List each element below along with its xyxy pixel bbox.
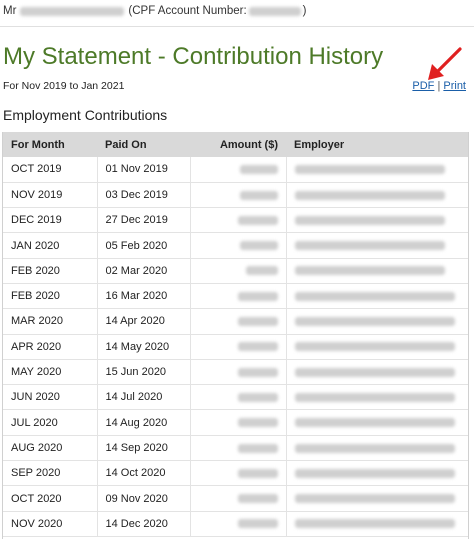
redacted-amount [238, 418, 278, 427]
cell-paid-on: 14 Sep 2020 [97, 435, 190, 460]
redacted-employer [295, 191, 445, 200]
table-row [3, 258, 468, 283]
cell-month: NOV 2020 [3, 511, 97, 536]
cell-employer-redacted [286, 511, 468, 536]
cell-amount-redacted [190, 461, 286, 486]
table-row [3, 410, 468, 435]
cell-paid-on: 14 Aug 2020 [97, 410, 190, 435]
cell-amount-redacted [190, 208, 286, 233]
cell-paid-on: 01 Nov 2019 [97, 157, 190, 182]
cell-month: OCT 2020 [3, 486, 97, 511]
cell-month: AUG 2020 [3, 435, 97, 460]
account-label: (CPF Account Number: [128, 5, 247, 17]
table-row [3, 511, 468, 536]
statement-period: For Nov 2019 to Jan 2021 [3, 80, 125, 92]
table-row [3, 309, 468, 334]
redacted-amount [238, 519, 278, 528]
cell-amount-redacted [190, 157, 286, 182]
redacted-amount [246, 266, 278, 275]
redacted-employer [295, 342, 455, 351]
redacted-employer [295, 292, 455, 301]
column-header-paid-on: Paid On [97, 132, 190, 157]
table-row [3, 283, 468, 308]
cell-paid-on: 27 Dec 2019 [97, 208, 190, 233]
red-arrow-icon [424, 46, 464, 82]
redacted-employer [295, 444, 455, 453]
redacted-amount [238, 292, 278, 301]
cell-month: FEB 2020 [3, 283, 97, 308]
cell-paid-on: 15 Jun 2020 [97, 359, 190, 384]
cell-amount-redacted [190, 233, 286, 258]
cell-amount-redacted [190, 182, 286, 207]
table-row [3, 385, 468, 410]
cell-employer-redacted [286, 258, 468, 283]
cell-month: JUL 2020 [3, 410, 97, 435]
cell-month: SEP 2020 [3, 461, 97, 486]
cell-amount-redacted [190, 359, 286, 384]
table-row [3, 233, 468, 258]
table-row [3, 182, 468, 207]
cell-amount-redacted [190, 385, 286, 410]
salutation: Mr [3, 5, 17, 17]
redacted-amount [238, 469, 278, 478]
cell-employer-redacted [286, 461, 468, 486]
section-heading: Employment Contributions [3, 107, 168, 123]
cell-paid-on: 14 Oct 2020 [97, 461, 190, 486]
redacted-name [20, 7, 124, 16]
redacted-employer [295, 216, 445, 225]
cell-employer-redacted [286, 435, 468, 460]
cell-employer-redacted [286, 385, 468, 410]
redacted-amount [238, 393, 278, 402]
cell-amount-redacted [190, 435, 286, 460]
redacted-employer [295, 266, 445, 275]
cell-amount-redacted [190, 283, 286, 308]
link-separator: | [437, 80, 441, 92]
contributions-table-container [2, 132, 469, 539]
redacted-employer [295, 165, 445, 174]
table-row [3, 461, 468, 486]
print-link[interactable]: Print [443, 80, 466, 92]
cell-amount-redacted [190, 511, 286, 536]
column-header-employer: Employer [286, 132, 468, 157]
cell-month: JAN 2020 [3, 233, 97, 258]
table-row [3, 208, 468, 233]
cell-employer-redacted [286, 486, 468, 511]
table-row [3, 435, 468, 460]
redacted-amount [238, 216, 278, 225]
cell-amount-redacted [190, 334, 286, 359]
cell-amount-redacted [190, 410, 286, 435]
redacted-employer [295, 368, 455, 377]
redacted-employer [295, 494, 455, 503]
redacted-employer [295, 317, 455, 326]
cell-paid-on: 05 Feb 2020 [97, 233, 190, 258]
pdf-link[interactable]: PDF [412, 80, 435, 92]
redacted-amount [240, 165, 278, 174]
account-header [3, 5, 307, 17]
cell-month: NOV 2019 [3, 182, 97, 207]
cell-employer-redacted [286, 309, 468, 334]
redacted-amount [238, 317, 278, 326]
cell-employer-redacted [286, 208, 468, 233]
cell-month: DEC 2019 [3, 208, 97, 233]
redacted-employer [295, 469, 455, 478]
cell-paid-on: 16 Mar 2020 [97, 283, 190, 308]
cell-amount-redacted [190, 486, 286, 511]
table-header-row [3, 132, 468, 157]
redacted-employer [295, 393, 455, 402]
table-row [3, 359, 468, 384]
cell-month: MAY 2020 [3, 359, 97, 384]
cell-amount-redacted [190, 309, 286, 334]
cell-employer-redacted [286, 410, 468, 435]
redacted-amount [240, 191, 278, 200]
redacted-employer [295, 519, 455, 528]
contributions-table [3, 132, 468, 537]
redacted-amount [240, 241, 278, 250]
redacted-amount [238, 368, 278, 377]
cell-month: APR 2020 [3, 334, 97, 359]
redacted-amount [238, 494, 278, 503]
cell-employer-redacted [286, 334, 468, 359]
redacted-employer [295, 241, 445, 250]
cell-month: MAR 2020 [3, 309, 97, 334]
cell-employer-redacted [286, 359, 468, 384]
cell-amount-redacted [190, 258, 286, 283]
redacted-account-number [249, 7, 301, 16]
redacted-amount [238, 444, 278, 453]
cell-paid-on: 14 Dec 2020 [97, 511, 190, 536]
cell-paid-on: 14 Apr 2020 [97, 309, 190, 334]
table-row [3, 334, 468, 359]
page-title: My Statement - Contribution History [3, 43, 384, 70]
cell-employer-redacted [286, 283, 468, 308]
cell-paid-on: 14 Jul 2020 [97, 385, 190, 410]
header-divider [0, 26, 474, 27]
table-row [3, 157, 468, 182]
cell-paid-on: 14 May 2020 [97, 334, 190, 359]
account-label-close: ) [302, 5, 307, 17]
cell-paid-on: 02 Mar 2020 [97, 258, 190, 283]
table-row [3, 486, 468, 511]
cell-month: OCT 2019 [3, 157, 97, 182]
cell-month: JUN 2020 [3, 385, 97, 410]
cell-month: FEB 2020 [3, 258, 97, 283]
column-header-month: For Month [3, 132, 97, 157]
cell-employer-redacted [286, 182, 468, 207]
redacted-employer [295, 418, 455, 427]
cell-paid-on: 09 Nov 2020 [97, 486, 190, 511]
cell-paid-on: 03 Dec 2019 [97, 182, 190, 207]
cell-employer-redacted [286, 157, 468, 182]
column-header-amount: Amount ($) [190, 132, 286, 157]
cell-employer-redacted [286, 233, 468, 258]
redacted-amount [238, 342, 278, 351]
